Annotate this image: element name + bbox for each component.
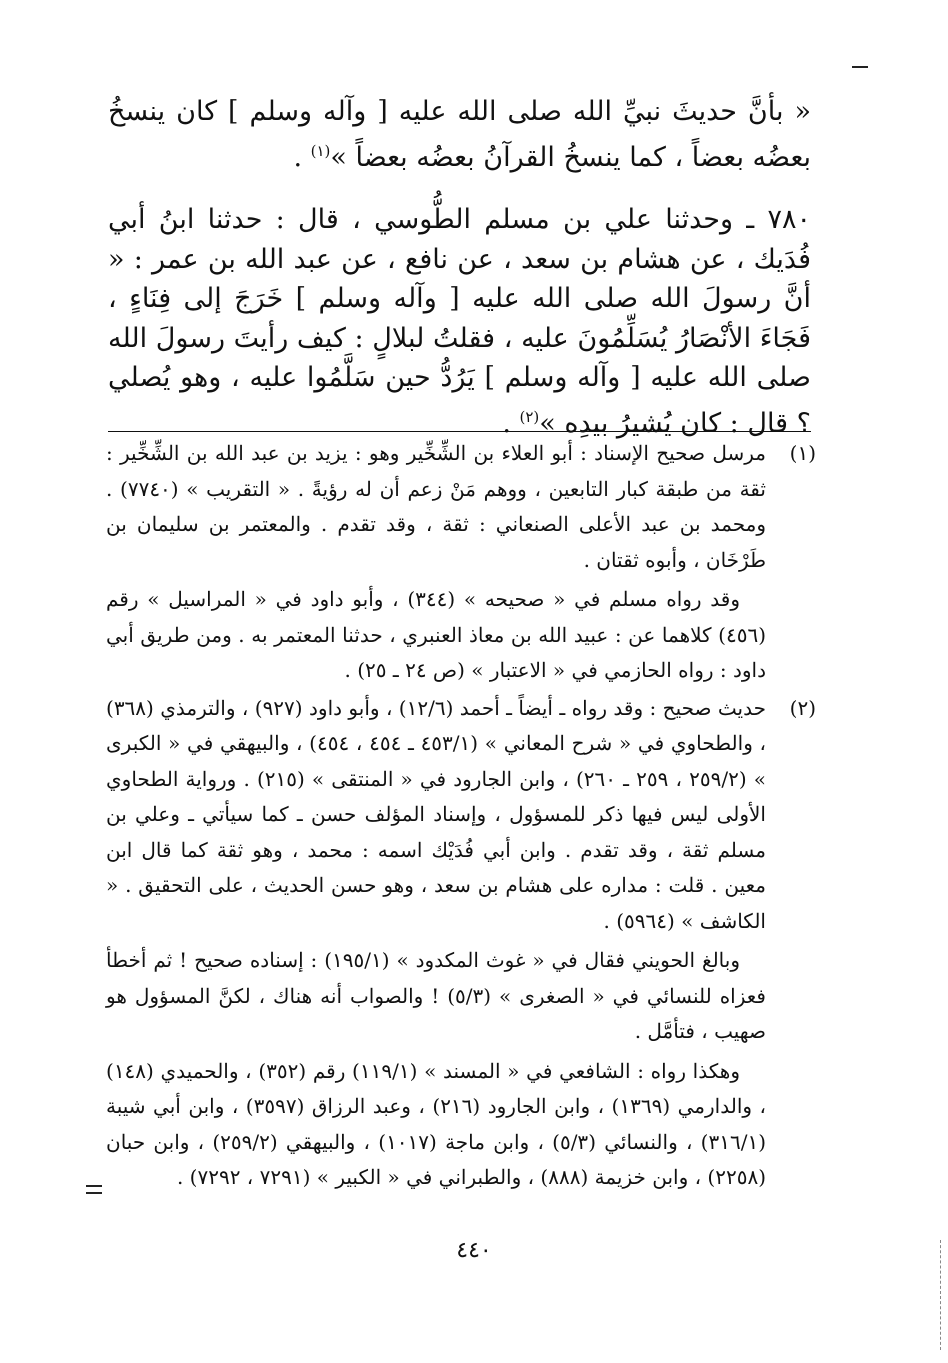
- footnote-paragraph: مرسل صحيح الإسناد : أبو العلاء بن الشِّخِّير وهو : يزيد بن عبد الله بن الشِّخِّير : ثقة من طبقة كبار التابعين ، ووهم مَنْ زعم أن له رؤيةً . « التقريب » (٧٧٤٠) . ومحمد بن عبد الأعلى الصنعاني : ثقة ، وقد تقدم . والمعتمر بن سليمان بن طَرْخَان ، وأبوه ثقتان .: [106, 441, 766, 572]
- quote-line: [108, 92, 811, 177]
- footnote-paragraph: وقد رواه مسلم في « صحيحه » (٣٤٤) ، وأبو داود في « المراسيل » رقم (٤٥٦) كلاهما عن : عبيد الله بن معاذ العنبري ، حدثنا المعتمر به . ومن طريق أبي داود : رواه الحازمي في « الاعتبار » (ص ٢٤ ـ ٢٥) .: [106, 587, 766, 682]
- hadith-text: ٧٨٠ ـ وحدثنا علي بن مسلم الطُّوسي ، قال : حدثنا ابنُ أبي فُدَيك ، عن هشام بن سعد ، عن نافع ، عن عبد الله بن عمر : « أنَّ رسولَ الله صلى الله عليه [ وآله وسلم ] خَرَجَ إلى فِنَاءٍ ، فَجَاءَ الأنْصَارُ يُسَلِّمُونَ عليه ، فقلتُ لبلالٍ : كيف رأيتَ رسولَ الله صلى الله عليه [ وآله وسلم ] يَرُدُّ حين سَلَّمُوا عليه ، وهو يُصلي ؟ قال : كان يُشيرُ بيدِه »: [108, 204, 811, 439]
- footnote-1: [106, 436, 816, 689]
- margin-mark: [86, 1185, 102, 1194]
- hadith-footnote-ref: (٢): [519, 407, 540, 426]
- footnote-paragraph: حديث صحيح : وقد رواه ـ أيضاً ـ أحمد (١٢/٦) ، وأبو داود (٩٢٧) ، والترمذي (٣٦٨) ، والطحاوي في « شرح المعاني » (٤٥٣/١ ـ ٤٥٤ ، ٤٥٤) ، والبيهقي في « الكبرى » (٢٥٩/٢ ، ٢٥٩ ـ ٢٦٠) ، وابن الجارود في « المنتقى » (٢١٥) . ورواية الطحاوي الأولى ليس فيها ذكر للمسؤول ، وإسناد المؤلف حسن ـ كما سيأتي ـ وعلي بن مسلم ثقة ، وقد تقدم . وابن أبي فُدَيْك اسمه : محمد ، وهو ثقة كما قال ابن معين . قلت : مداره على هشام بن سعد ، وهو حسن الحديث ، على التحقيق . « الكاشف » (٥٩٦٤) .: [106, 695, 767, 933]
- hadith-line: [108, 200, 811, 443]
- page-edge-line: [940, 1240, 941, 1350]
- top-margin-dash: [852, 66, 868, 68]
- footnote-2: [106, 691, 816, 1196]
- footnote-number: (٢): [789, 695, 816, 720]
- hadith-paragraph: [108, 200, 811, 443]
- quote-end: .: [293, 141, 311, 173]
- footnotes: [106, 436, 816, 1196]
- quote-text: « بأنَّ حديثَ نبيِّ الله صلى الله عليه [ وآله وسلم ] كان ينسخُ بعضُه بعضاً ، كما ينسخُ القرآنُ بعضُه بعضاً »: [108, 96, 811, 173]
- hadith-end: .: [502, 407, 520, 439]
- footnote-number: (١): [789, 441, 816, 465]
- footnote-separator: [108, 431, 811, 432]
- page-number: ٤٤٠: [456, 1238, 492, 1263]
- footnote-paragraph: وبالغ الحويني فقال في « غوث المكدود » (١٩٥/١) : إسناده صحيح ! ثم أخطأ فعزاه للنسائي في « الصغرى » (٥/٣) ! والصواب أنه هناك ، لكنَّ المسؤول هو صهيب ، فتأمَّل .: [106, 948, 766, 1043]
- quote-paragraph: [108, 92, 811, 177]
- footnote-paragraph: وهكذا رواه : الشافعي في « المسند » (١١٩/١) رقم (٣٥٢) ، والحميدي (١٤٨) ، والدارمي (١٣٦٩) ، وابن الجارود (٢١٦) ، وعبد الرزاق (٣٥٩٧) ، وابن أبي شيبة (٣١٦/١) ، والنسائي (٥/٣) ، وابن ماجة (١٠١٧) ، والبيهقي (٢٥٩/٢) ، وابن حبان (٢٢٥٨) ، وابن خزيمة (٨٨٨) ، والطبراني في « الكبير » (٧٢٩١ ، ٧٢٩٢) .: [106, 1058, 767, 1189]
- quote-footnote-ref: (١): [310, 141, 331, 160]
